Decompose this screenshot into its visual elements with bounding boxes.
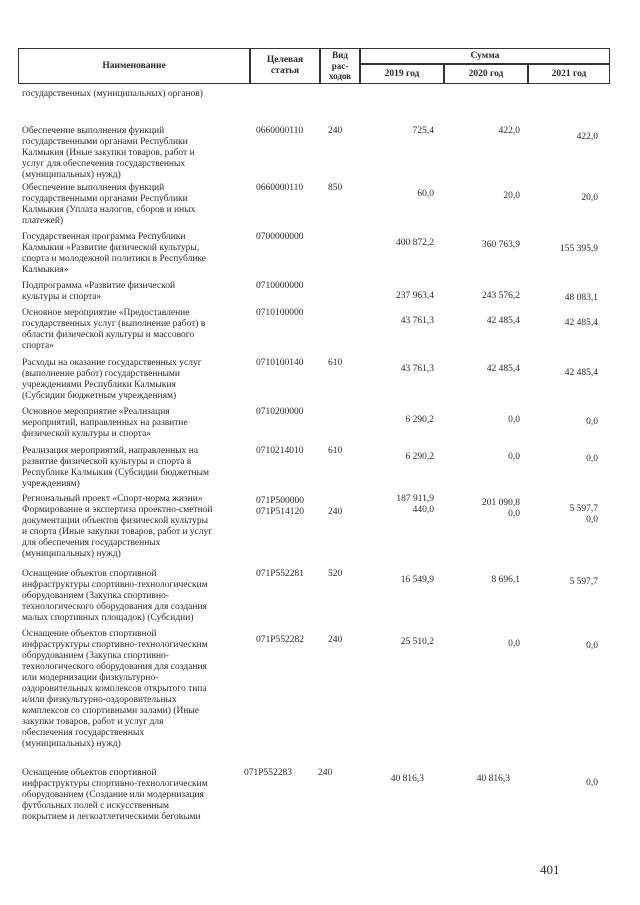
row-2021: 42 485,4 <box>564 318 598 328</box>
row-2021: 0,0 <box>586 417 598 427</box>
row-type: 240 <box>328 126 343 136</box>
row-name: Основное мероприятие «Предоставление государственных услуг (выполнение работ) в области физической культуры и массового спорта» <box>22 308 206 351</box>
row-2019: 43 761,3 <box>400 316 434 326</box>
row-code: 0710200000 <box>256 407 304 417</box>
row-2021: 48 083,1 <box>564 293 598 303</box>
header-type: Вид рас- ходов <box>320 48 360 84</box>
row-name: Реализация мероприятий, направленных на развитие физической культуры и спорта в Республике Калмыкия (Субсидии бюджетным учреждениям) <box>22 446 209 489</box>
row-2019: 237 963,4 <box>396 291 434 301</box>
row-2021: 5 597,7 0,0 <box>569 504 598 525</box>
row-name: государственных (муниципальных) органов) <box>22 89 203 99</box>
page-number: 401 <box>540 862 560 877</box>
header-code: Целевая статья <box>250 48 320 84</box>
row-type: 240 <box>318 768 333 778</box>
row-2021: 20,0 <box>581 193 598 203</box>
row-2020: 243 576,2 <box>482 291 520 301</box>
row-name: Обеспечение выполнения функций государственными органами Республики Калмыкия (Иные закупки товаров, работ и услуг для обеспечения государственных (муниципальных) нужд) <box>22 126 195 180</box>
row-2020: 40 816,3 <box>476 774 510 784</box>
row-code: 071P552281 <box>256 569 305 579</box>
row-2021: 155 395,9 <box>560 244 598 254</box>
row-type: 240 <box>328 507 343 517</box>
row-2019: 60,0 <box>417 189 434 199</box>
row-code: 0710100000 <box>256 308 304 318</box>
row-2020: 0,0 <box>508 639 520 649</box>
row-2019: 400 872,2 <box>396 238 434 248</box>
row-2021: 422,0 <box>576 132 598 142</box>
row-name: Оснащение объектов спортивной инфраструктуры спортивно-технологическим оборудованием (Создание или модернизация футбольных полей с искусственным покрытием и легкоатлетическими беговыми <box>22 768 208 822</box>
row-type: 240 <box>328 635 343 645</box>
row-code: 0660000110 <box>256 183 304 193</box>
row-2020: 42 485,4 <box>486 316 520 326</box>
header-sum: Сумма <box>360 48 610 64</box>
row-code: 0710100140 <box>256 358 304 368</box>
header-2020: 2020 год <box>444 64 528 84</box>
row-2021: 5 597,7 <box>569 577 598 587</box>
row-name: Оснащение объектов спортивной инфраструктуры спортивно-технологическим оборудованием (Закупка спортивно- технологического оборудования для создания или модернизации физкультурно- оздоровительных комплексов открытого типа и/или физкультурно-оздоровительных комплексов со спортивными залами) (Иные закупки товаров, работ и услуг для обеспечения государственных (муниципальных) нужд) <box>22 629 208 749</box>
row-2019: 25 510,2 <box>400 637 434 647</box>
row-2020: 8 696,1 <box>491 575 520 585</box>
row-code: 0710000000 <box>256 281 304 291</box>
row-2021: 0,0 <box>586 778 598 788</box>
row-code: 0700000000 <box>256 232 304 242</box>
row-name: Оснащение объектов спортивной инфраструктуры спортивно-технологическим оборудованием (Закупка спортивно- технологического оборудования для создания малых спортивных площадок) (Субсидии) <box>22 569 208 623</box>
row-name: Основное мероприятие «Реализация мероприятий, направленных на развитие физической культуры и спорта» <box>22 407 188 439</box>
row-name: Расходы на оказание государственных услуг (выполнение работ) государственными учреждениями Республики Калмыкия (Субсидии бюджетным учреждениям) <box>22 358 202 401</box>
row-2020: 0,0 <box>508 415 520 425</box>
row-name: Государственная программа Республики Калмыкия «Развитие физической культуры, спорта и молодежной политики в Республике Калмыкия» <box>22 232 207 275</box>
row-2019: 16 549,9 <box>400 575 434 585</box>
row-code: 071P552283 <box>244 768 293 778</box>
row-type: 610 <box>328 446 343 456</box>
row-2020: 360 763,9 <box>482 240 520 250</box>
row-code: 0660000110 <box>256 126 304 136</box>
header-name: Наименование <box>18 48 250 84</box>
row-code: 071P552282 <box>256 635 305 645</box>
row-type: 850 <box>328 183 343 193</box>
row-2019: 187 911,9 440,0 <box>396 494 434 515</box>
row-code: 071P500000 071P514120 <box>256 496 305 517</box>
row-2019: 6 290,2 <box>405 415 434 425</box>
row-2019: 725,4 <box>412 126 434 136</box>
row-name: Региональный проект «Спорт-норма жизни» Формирование и экспертиза проектно-сметной документации объектов физической культуры и спорта (Иные закупки товаров, работ и услуг для обеспечения государственных (муниципальных) нужд) <box>22 494 213 559</box>
header-2021: 2021 год <box>528 64 610 84</box>
row-2019: 6 290,2 <box>405 452 434 462</box>
row-2020: 0,0 <box>508 452 520 462</box>
row-type: 520 <box>328 569 343 579</box>
header-2019: 2019 год <box>360 64 444 84</box>
row-2020: 20,0 <box>503 191 520 201</box>
row-2021: 0,0 <box>586 641 598 651</box>
row-2020: 422,0 <box>498 126 520 136</box>
row-code: 0710214010 <box>256 446 304 456</box>
row-2019: 40 816,3 <box>390 774 424 784</box>
row-name: Подпрограмма «Развитие физической культуры и спорта» <box>22 281 176 302</box>
row-type: 610 <box>328 358 343 368</box>
row-2020: 42 485,4 <box>486 364 520 374</box>
row-2019: 43 761,3 <box>400 364 434 374</box>
row-2021: 0,0 <box>586 454 598 464</box>
row-name: Обеспечение выполнения функций государственными органами Республики Калмыкия (Уплата налогов, сборов и иных платежей) <box>22 183 196 226</box>
row-2021: 42 485,4 <box>564 368 598 378</box>
row-2020: 201 090,8 0,0 <box>482 498 520 519</box>
